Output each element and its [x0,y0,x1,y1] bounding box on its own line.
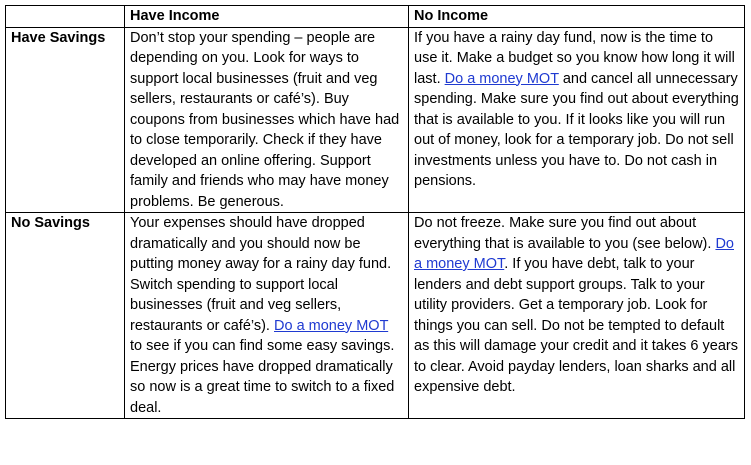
cell-no-savings-no-income [409,213,745,419]
row-label-no-savings: No Savings [6,213,125,419]
row-no-savings [6,213,745,419]
cell-have-savings-no-income [409,27,745,213]
row-have-savings [6,27,745,213]
money-mot-link[interactable]: Do a money MOT [414,235,734,272]
header-row [6,6,745,28]
cell-text-after-link: and cancel all unnecessary spending. Make sure you find out about everything that is available to you. If it looks like you will run out of money, look for a temporary job. Do not sell investments unless you have to. Do not cash in pensions. [414,70,739,189]
cell-text-before-link: If you have a rainy day fund, now is the time to use it. Make a budget so you know how long it will last. [414,29,735,87]
cell-text-before-link: Your expenses should have dropped dramatically and you should now be putting money away for a rainy day fund. Switch spending to support local businesses (fruit and veg sellers, restaurants or café’s). [130,215,392,334]
cell-text-before-link: Do not freeze. Make sure you find out about everything that is available to you (see below). [414,215,716,252]
cell-text-after-link: to see if you can find some easy savings. Energy prices have dropped dramatically so now is a great time to switch to a fixed deal. [130,338,395,416]
header-corner [6,6,125,28]
row-label-have-savings: Have Savings [6,27,125,213]
header-have-income: Have Income [125,6,409,28]
savings-income-table [5,5,745,419]
cell-have-savings-have-income [125,27,409,213]
money-mot-link[interactable]: Do a money MOT [444,70,559,87]
cell-text: Don’t stop your spending – people are depending on you. Look for ways to support local businesses (fruit and veg sellers, restaurants or café’s). Buy coupons from businesses which have had to close temporarily. Check if they have developed an online offering. Support family and friends who may have money problems. Be generous. [130,29,400,210]
header-no-income: No Income [409,6,745,28]
money-mot-link[interactable]: Do a money MOT [274,317,389,334]
cell-no-savings-have-income [125,213,409,419]
cell-text-after-link: . If you have debt, talk to your lenders and debt support groups. Talk to your utility providers. Get a temporary job. Look for things you can sell. Do not be tempted to default as this will damage your credit and it takes 6 years to clear. Avoid payday lenders, loan sharks and all expensive debt. [414,256,738,395]
